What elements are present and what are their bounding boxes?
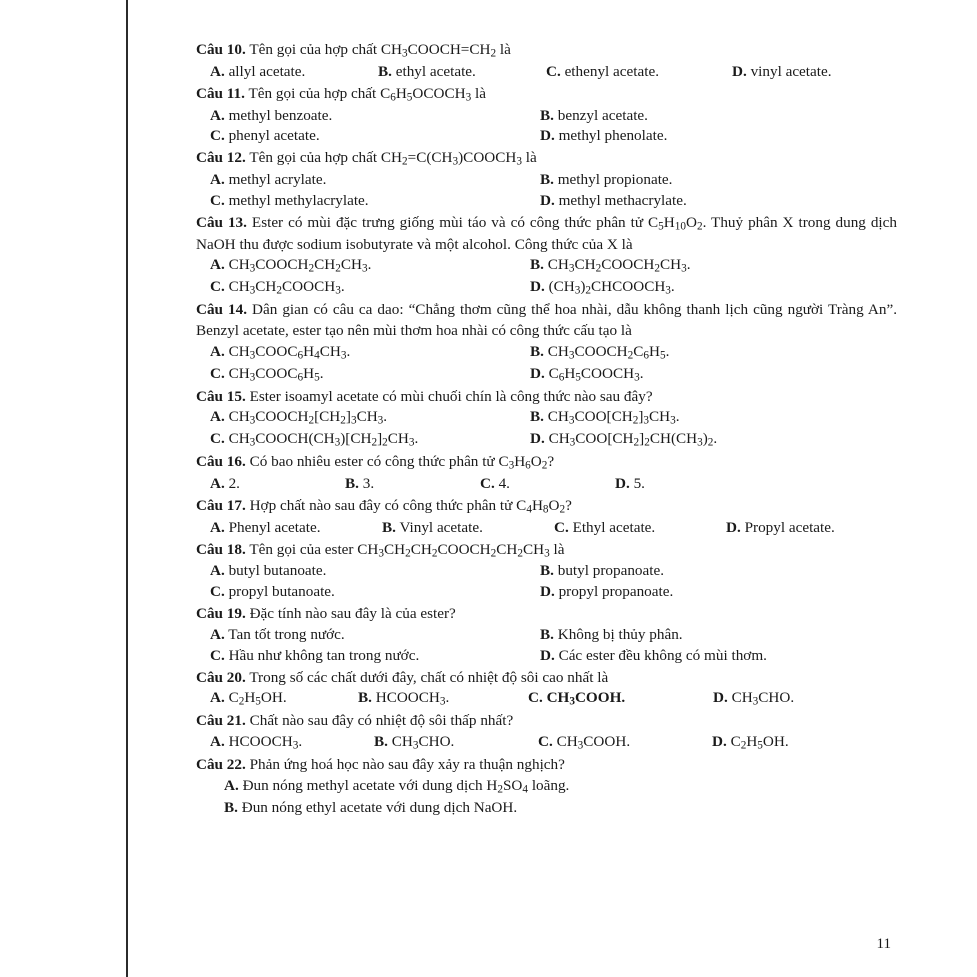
option-a[interactable]: [210, 732, 374, 754]
question-number: Câu 16.: [196, 453, 246, 471]
option-d[interactable]: [540, 646, 767, 667]
option-letter: C.: [546, 62, 561, 80]
option-a[interactable]: [210, 625, 540, 646]
question-number: Câu 18.: [196, 540, 246, 558]
option-b[interactable]: [540, 106, 648, 127]
option-c[interactable]: [210, 582, 540, 603]
option-a[interactable]: [210, 518, 382, 539]
option-text: ethenyl acetate.: [560, 62, 660, 80]
option-text: $(CH_3)_2CHCOOCH_3$.: [544, 278, 675, 297]
option-text: allyl acetate.: [224, 62, 306, 80]
question-number: Câu 22.: [196, 756, 246, 774]
option-text: $CH_3COOC_6H_5$.: [224, 364, 324, 384]
question-q10: [196, 40, 897, 83]
option-letter: C.: [554, 518, 569, 536]
question-stem: [196, 300, 897, 342]
option-text: propyl butanoate.: [224, 583, 335, 601]
option-c[interactable]: [210, 126, 540, 147]
option-row: [210, 625, 897, 646]
option-letter: A.: [224, 776, 239, 794]
option-letter: D.: [530, 430, 545, 448]
question-text: Tên gọi của hợp chất $C_6H_5OCOCH_3$ là: [244, 84, 486, 104]
option-d[interactable]: [540, 191, 687, 212]
option-c[interactable]: [210, 364, 530, 386]
option-c[interactable]: [210, 429, 530, 451]
option-a[interactable]: [210, 170, 540, 191]
question-stem: [196, 84, 897, 106]
option-letter: D.: [712, 733, 727, 751]
question-q17: [196, 496, 897, 539]
option-b[interactable]: [530, 407, 680, 429]
option-b[interactable]: [540, 625, 683, 646]
question-stem: [196, 668, 897, 689]
option-row: [210, 170, 897, 191]
question-q19: [196, 604, 897, 666]
option-letter: D.: [540, 127, 555, 145]
option-letter: A.: [210, 171, 225, 189]
option-c[interactable]: [210, 646, 540, 667]
question-number: Câu 12.: [196, 149, 246, 167]
option-d[interactable]: [726, 518, 835, 539]
option-a[interactable]: [210, 561, 540, 582]
option-d[interactable]: [540, 126, 667, 147]
option-text: $C_2H_5OH$.: [224, 689, 287, 708]
option-c[interactable]: [210, 277, 530, 299]
option-letter: D.: [540, 583, 555, 601]
option-row: [210, 255, 897, 277]
option-letter: B.: [382, 518, 396, 536]
option-text: $HCOOCH_3$.: [224, 733, 303, 752]
option-row: [210, 126, 897, 147]
question-text: Phản ứng hoá học nào sau đây xảy ra thuận nghịch?: [245, 756, 565, 774]
option-text: ethyl acetate.: [391, 62, 476, 80]
option-group: [196, 518, 897, 539]
option-d[interactable]: [713, 688, 794, 710]
question-q21: [196, 711, 897, 754]
option-text: 2.: [224, 475, 240, 493]
option-letter: D.: [530, 278, 545, 296]
option-group: [196, 342, 897, 386]
option-d[interactable]: [712, 732, 789, 754]
option-letter: D.: [726, 518, 741, 536]
option-text: vinyl acetate.: [746, 62, 832, 80]
option-letter: B.: [540, 171, 554, 189]
option-a[interactable]: [210, 255, 530, 277]
option-text: $CH_3COOCH(CH_3)[CH_2]_2CH_3$.: [224, 430, 419, 449]
question-text: Tên gọi của hợp chất $CH_2=C(CH_3)COOCH_3$ là: [245, 149, 537, 168]
option-letter: C.: [210, 646, 225, 664]
question-stem: [196, 496, 897, 518]
option-text: Các ester đều không có mùi thơm.: [554, 646, 767, 664]
option-text: $CH_3CH_2COOCH_2CH_3$.: [543, 256, 691, 275]
option-text: $CH_3COOC_6H_4CH_3$.: [224, 342, 351, 362]
option-letter: A.: [210, 62, 225, 80]
option-text: methyl methacrylate.: [554, 191, 687, 209]
option-text: $CH_3COO[CH_2]_3CH_3$.: [543, 408, 680, 427]
option-b[interactable]: [530, 342, 669, 364]
question-number: Câu 20.: [196, 668, 246, 686]
option-letter: C.: [538, 733, 553, 751]
option-text: Propyl acetate.: [740, 518, 835, 536]
option-row: [210, 191, 897, 212]
option-letter: A.: [210, 733, 225, 751]
option-d[interactable]: [540, 582, 673, 603]
question-q12: [196, 148, 897, 212]
option-letter: A.: [210, 518, 225, 536]
option-d[interactable]: [530, 364, 644, 386]
question-stem: [196, 213, 897, 256]
option-a[interactable]: [210, 474, 345, 495]
option-group: [196, 732, 897, 754]
option-a[interactable]: [210, 407, 530, 429]
option-letter: B.: [378, 62, 392, 80]
option-text: $HCOOCH_3$.: [371, 689, 450, 708]
option-letter: C.: [210, 278, 225, 296]
question-stem: [196, 452, 897, 474]
option-text: benzyl acetate.: [553, 106, 648, 124]
option-letter: B.: [540, 106, 554, 124]
question-q13: [196, 213, 897, 299]
question-stem: [196, 604, 897, 625]
option-row: [210, 62, 897, 83]
question-stem: [196, 540, 897, 562]
option-c[interactable]: [554, 518, 726, 539]
option-letter: B.: [358, 689, 372, 707]
option-c[interactable]: [210, 191, 540, 212]
option-text: methyl propionate.: [553, 171, 673, 189]
question-stem: [196, 711, 897, 732]
option-a[interactable]: [210, 62, 378, 83]
question-text: Chất nào sau đây có nhiệt độ sôi thấp nhất?: [245, 712, 514, 730]
option-b[interactable]: [530, 255, 691, 277]
question-q16: [196, 452, 897, 495]
option-text: Đun nóng methyl acetate với dung dịch $H_2SO_4$ loãng.: [238, 776, 570, 796]
question-number: Câu 11.: [196, 84, 245, 102]
option-row: [210, 688, 897, 710]
option-text: 4.: [494, 475, 510, 493]
option-b[interactable]: [345, 474, 480, 495]
question-text: Ester có mùi đặc trưng giống mùi táo và có công thức phân tử $C_5H_{10}O_2$. Thuỷ phân X trong dung dịch NaOH thu được sodium isobutyrate và một alcohol. Công thức của X là: [196, 213, 897, 253]
option-group: [196, 688, 897, 710]
option-row: [210, 429, 897, 451]
option-text: $CH_3COOH$.: [552, 733, 631, 752]
option-text: Phenyl acetate.: [224, 518, 321, 536]
option-text: methyl methylacrylate.: [224, 191, 369, 209]
question-number: Câu 17.: [196, 496, 246, 514]
option-row: [210, 518, 897, 539]
option-group: [196, 255, 897, 299]
option-letter: B.: [530, 342, 544, 360]
option-text: $C_6H_5COOCH_3$.: [544, 364, 644, 384]
option-text: methyl acrylate.: [224, 171, 327, 189]
option-d[interactable]: [732, 62, 832, 83]
option-text: phenyl acetate.: [224, 127, 320, 145]
option-text: Ethyl acetate.: [568, 518, 656, 536]
option-letter: C.: [210, 430, 225, 448]
option-group: [196, 170, 897, 212]
option-text: Hầu như không tan trong nước.: [224, 646, 420, 664]
option-letter: A.: [210, 625, 225, 643]
option-d[interactable]: [530, 429, 717, 451]
question-q14: [196, 300, 897, 385]
option-letter: B.: [530, 256, 544, 274]
option-letter: C.: [210, 364, 225, 382]
question-q11: [196, 84, 897, 148]
option-row: [210, 561, 897, 582]
option-group: [196, 407, 897, 451]
page-binding-edge: [0, 0, 128, 977]
question-q18: [196, 540, 897, 604]
question-text: Dân gian có câu ca dao: “Chẳng thơm cũng thể hoa nhài, dẫu không thanh lịch cũng người Tràng An”. Benzyl acetate, ester tạo nên mùi thơm hoa nhài có công thức cấu tạo là: [196, 301, 898, 340]
option-text: $CH_3COOH$.: [546, 689, 626, 708]
option-letter: C.: [210, 127, 225, 145]
option-text: Không bị thủy phân.: [553, 625, 683, 643]
option-text: $CH_3COO[CH_2]_2CH(CH_3)_2$.: [544, 430, 718, 449]
option-d[interactable]: [615, 474, 645, 495]
option-b[interactable]: [358, 688, 528, 710]
option-letter: A.: [210, 689, 225, 707]
question-text: Có bao nhiêu ester có công thức phân tử $C_3H_6O_2$?: [245, 453, 555, 472]
option-text: $CH_3CH_2COOCH_3$.: [224, 278, 345, 297]
question-number: Câu 19.: [196, 605, 246, 623]
option-group: [196, 474, 897, 495]
question-text: Hợp chất nào sau đây có công thức phân tử $C_4H_8O_2$?: [245, 496, 572, 516]
option-text: $CH_3CHO$.: [727, 689, 795, 708]
option-b[interactable]: [374, 732, 538, 754]
question-stem: [196, 40, 897, 62]
question-q20: [196, 668, 897, 711]
option-text: methyl phenolate.: [554, 127, 668, 145]
option-text: Tan tốt trong nước.: [224, 625, 345, 643]
option-letter: B.: [540, 562, 554, 580]
question-number: Câu 15.: [196, 387, 246, 405]
option-b[interactable]: [378, 62, 546, 83]
option-letter: A.: [210, 106, 225, 124]
question-text: Tên gọi của ester $CH_3CH_2CH_2COOCH_2CH_2CH_3$ là: [245, 540, 565, 560]
option-letter: B.: [224, 798, 238, 816]
option-text: propyl propanoate.: [554, 583, 674, 601]
option-group: [196, 625, 897, 667]
option-c[interactable]: [528, 688, 713, 710]
option-row: [210, 582, 897, 603]
option-text: butyl butanoate.: [224, 562, 327, 580]
option-row: [210, 732, 897, 754]
option-a[interactable]: [210, 342, 530, 364]
option-letter: D.: [615, 475, 630, 493]
option-group: [196, 561, 897, 603]
option-letter: B.: [345, 475, 359, 493]
page-number: 11: [876, 936, 891, 952]
option-b[interactable]: [540, 170, 672, 191]
option-letter: C.: [528, 689, 543, 707]
document-page: [130, 0, 977, 977]
option-letter: A.: [210, 256, 225, 274]
question-text: Đặc tính nào sau đây là của ester?: [245, 605, 456, 623]
option-b[interactable]: [210, 798, 897, 819]
option-row: [210, 407, 897, 429]
option-letter: A.: [210, 342, 225, 360]
option-letter: A.: [210, 562, 225, 580]
option-a[interactable]: [210, 776, 897, 798]
option-row: [210, 342, 897, 364]
question-text: Trong số các chất dưới đây, chất có nhiệt độ sôi cao nhất là: [245, 668, 609, 686]
option-a[interactable]: [210, 106, 540, 127]
option-letter: D.: [530, 364, 545, 382]
option-c[interactable]: [538, 732, 712, 754]
option-row: [210, 106, 897, 127]
option-d[interactable]: [530, 277, 675, 299]
option-group: [196, 776, 897, 819]
option-text: $CH_3COOCH_2CH_2CH_3$.: [224, 256, 372, 275]
question-number: Câu 10.: [196, 41, 246, 58]
option-letter: B.: [540, 625, 554, 643]
option-letter: B.: [530, 408, 544, 426]
question-list: [196, 40, 897, 819]
option-group: [196, 62, 897, 83]
question-number: Câu 13.: [196, 213, 247, 231]
option-letter: D.: [732, 62, 747, 80]
option-letter: A.: [210, 475, 225, 493]
question-q22: [196, 755, 897, 819]
option-row: [210, 364, 897, 386]
question-number: Câu 21.: [196, 712, 246, 730]
option-text: $CH_3CHO$.: [387, 733, 455, 752]
option-text: Đun nóng ethyl acetate với dung dịch NaOH.: [237, 798, 518, 816]
option-c[interactable]: [480, 474, 615, 495]
question-q15: [196, 387, 897, 452]
question-text: Ester isoamyl acetate có mùi chuối chín là công thức nào sau đây?: [245, 387, 653, 405]
option-text: $C_2H_5OH$.: [726, 733, 789, 752]
option-letter: C.: [210, 191, 225, 209]
option-text: $CH_3COOCH_2C_6H_5$.: [543, 342, 670, 362]
option-b[interactable]: [382, 518, 554, 539]
question-stem: [196, 755, 897, 776]
option-letter: A.: [210, 408, 225, 426]
question-stem: [196, 148, 897, 170]
option-text: $CH_3COOCH_2[CH_2]_3CH_3$.: [224, 408, 388, 427]
question-text: Tên gọi của hợp chất $CH_3COOCH=CH_2$ là: [245, 41, 511, 60]
question-number: Câu 14.: [196, 301, 248, 319]
option-text: Vinyl acetate.: [395, 518, 483, 536]
option-row: [210, 646, 897, 667]
option-letter: D.: [540, 191, 555, 209]
option-letter: C.: [480, 475, 495, 493]
option-letter: D.: [713, 689, 728, 707]
option-letter: C.: [210, 583, 225, 601]
option-b[interactable]: [540, 561, 664, 582]
option-letter: D.: [540, 646, 555, 664]
option-letter: B.: [374, 733, 388, 751]
option-group: [196, 106, 897, 148]
option-row: [210, 474, 897, 495]
option-text: methyl benzoate.: [224, 106, 333, 124]
option-text: 5.: [629, 475, 645, 493]
option-text: butyl propanoate.: [553, 562, 665, 580]
question-stem: [196, 387, 897, 408]
option-c[interactable]: [546, 62, 732, 83]
option-a[interactable]: [210, 688, 358, 710]
option-row: [210, 277, 897, 299]
option-text: 3.: [358, 475, 375, 493]
